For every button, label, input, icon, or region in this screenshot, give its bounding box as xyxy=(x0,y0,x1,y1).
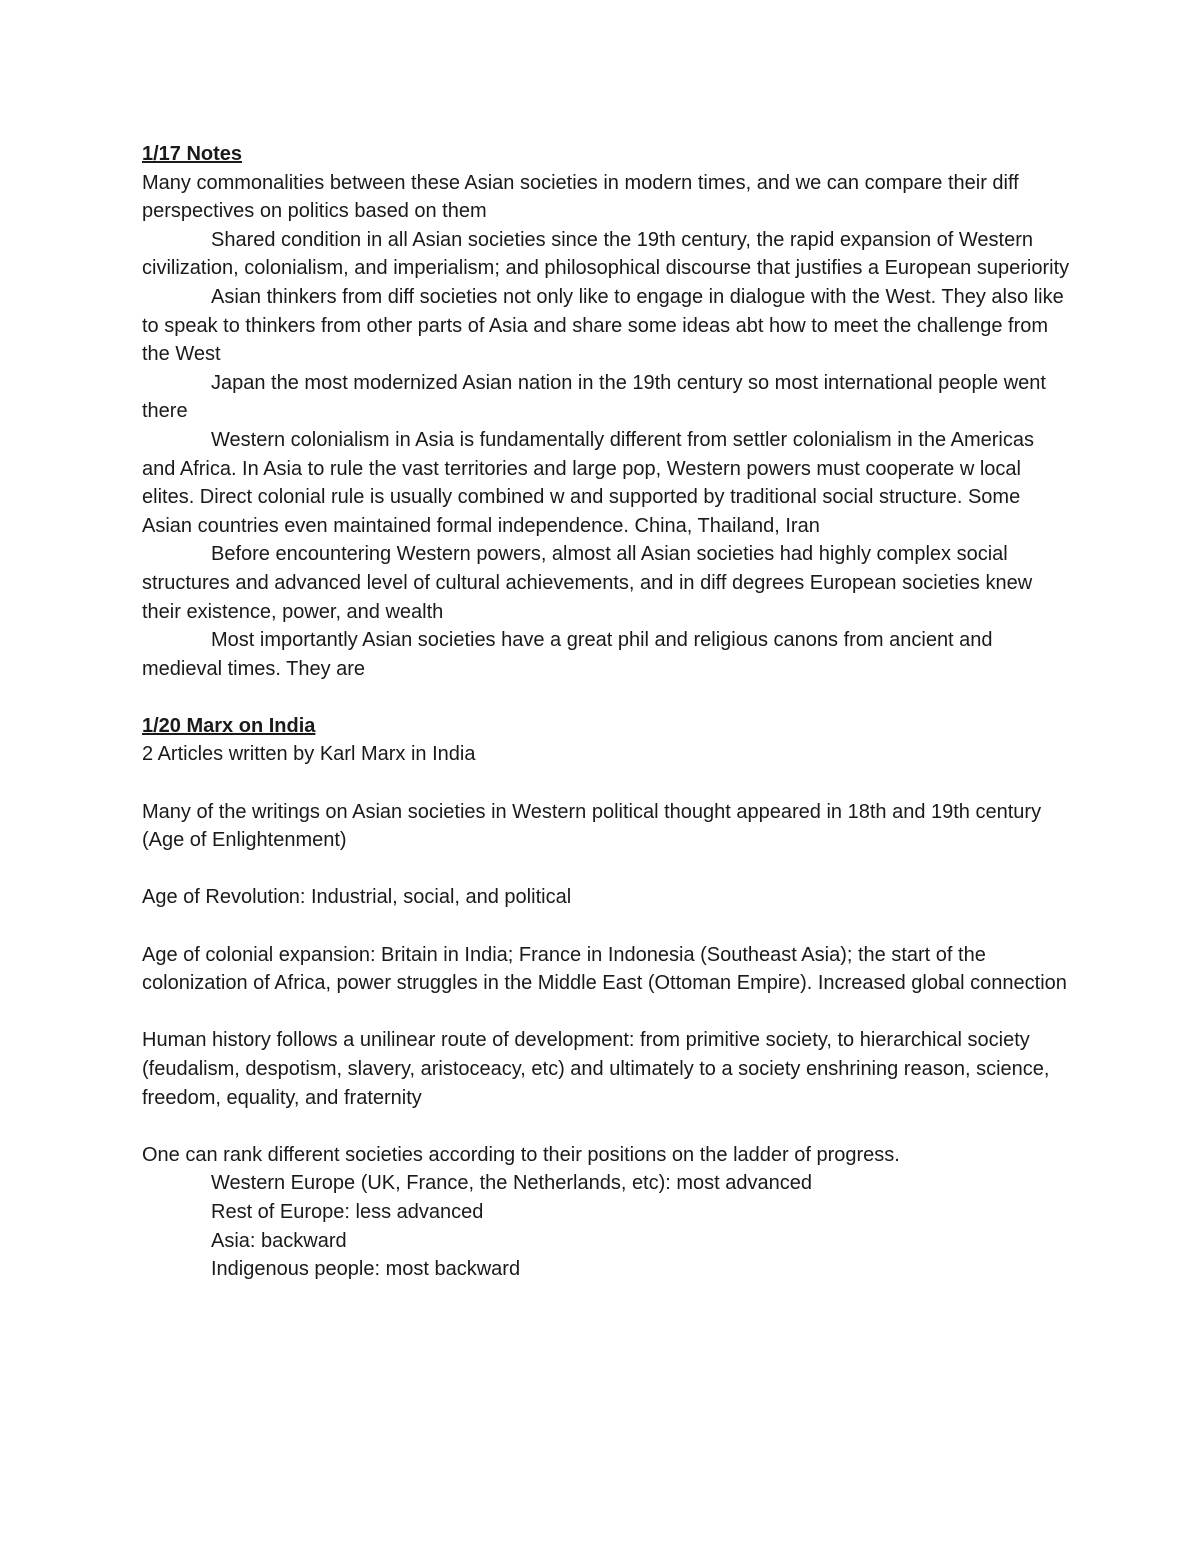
section1-point: Before encountering Western powers, almost all Asian societies had highly complex social structures and advanced level of cultural achievements, and in diff degrees European societies knew their existence, power, and wealth xyxy=(142,543,1033,623)
spacer xyxy=(142,998,1072,1027)
ranking-item: Rest of Europe: less advanced xyxy=(211,1200,484,1223)
spacer xyxy=(142,683,1072,712)
spacer xyxy=(142,1112,1072,1141)
section2-paragraph: Age of Revolution: Industrial, social, and political xyxy=(142,886,572,909)
section1-intro: Many commonalities between these Asian societies in modern times, and we can compare their diff perspectives on politics based on them xyxy=(142,171,1019,223)
section1-point: Most importantly Asian societies have a great phil and religious canons from ancient and medieval times. They are xyxy=(142,629,993,680)
ranking-item: Indigenous people: most backward xyxy=(211,1258,521,1281)
spacer xyxy=(142,855,1072,884)
section2-paragraph: One can rank different societies according to their positions on the ladder of progress. xyxy=(142,1143,900,1166)
ranking-item: Western Europe (UK, France, the Netherlands, etc): most advanced xyxy=(211,1172,813,1195)
section2-intro: 2 Articles written by Karl Marx in India xyxy=(142,743,476,766)
section2-paragraph: Human history follows a unilinear route of development: from primitive society, to hierarchical society (feudalism, despotism, slavery, aristoceacy, etc) and ultimately to a society enshrining reason, science, freedom, equality, and fraternity xyxy=(142,1029,1050,1109)
section-heading-marx-on-india: 1/20 Marx on India xyxy=(142,714,316,737)
section-heading-1-17-notes: 1/17 Notes xyxy=(142,143,243,165)
section1-point: Japan the most modernized Asian nation in the 19th century so most international people went there xyxy=(142,371,1046,423)
section1-point: Shared condition in all Asian societies since the 19th century, the rapid expansion of Western civilization, colonialism, and imperialism; and philosophical discourse that justifies a European superiority xyxy=(142,228,1070,280)
section2-paragraph: Age of colonial expansion: Britain in India; France in Indonesia (Southeast Asia); the start of the colonization of Africa, power struggles in the Middle East (Ottoman Empire). Increased global connection xyxy=(142,943,1067,995)
ranking-item: Asia: backward xyxy=(211,1229,347,1252)
section1-point: Asian thinkers from diff societies not only like to engage in dialogue with the West. They also like to speak to thinkers from other parts of Asia and share some ideas abt how to meet the challenge from the West xyxy=(142,285,1064,366)
spacer xyxy=(142,769,1072,798)
section1-point: Western colonialism in Asia is fundamentally different from settler colonialism in the Americas and Africa. In Asia to rule the vast territories and large pop, Western powers must cooperate w local elites. Direct colonial rule is usually combined w and supported by traditional social structure. Some Asian countries even maintained formal independence. China, Thailand, Iran xyxy=(142,428,1034,537)
section2-paragraph: Many of the writings on Asian societies in Western political thought appeared in 18th and 19th century (Age of Enlightenment) xyxy=(142,800,1042,852)
document-page xyxy=(142,140,1072,1284)
spacer xyxy=(142,912,1072,941)
